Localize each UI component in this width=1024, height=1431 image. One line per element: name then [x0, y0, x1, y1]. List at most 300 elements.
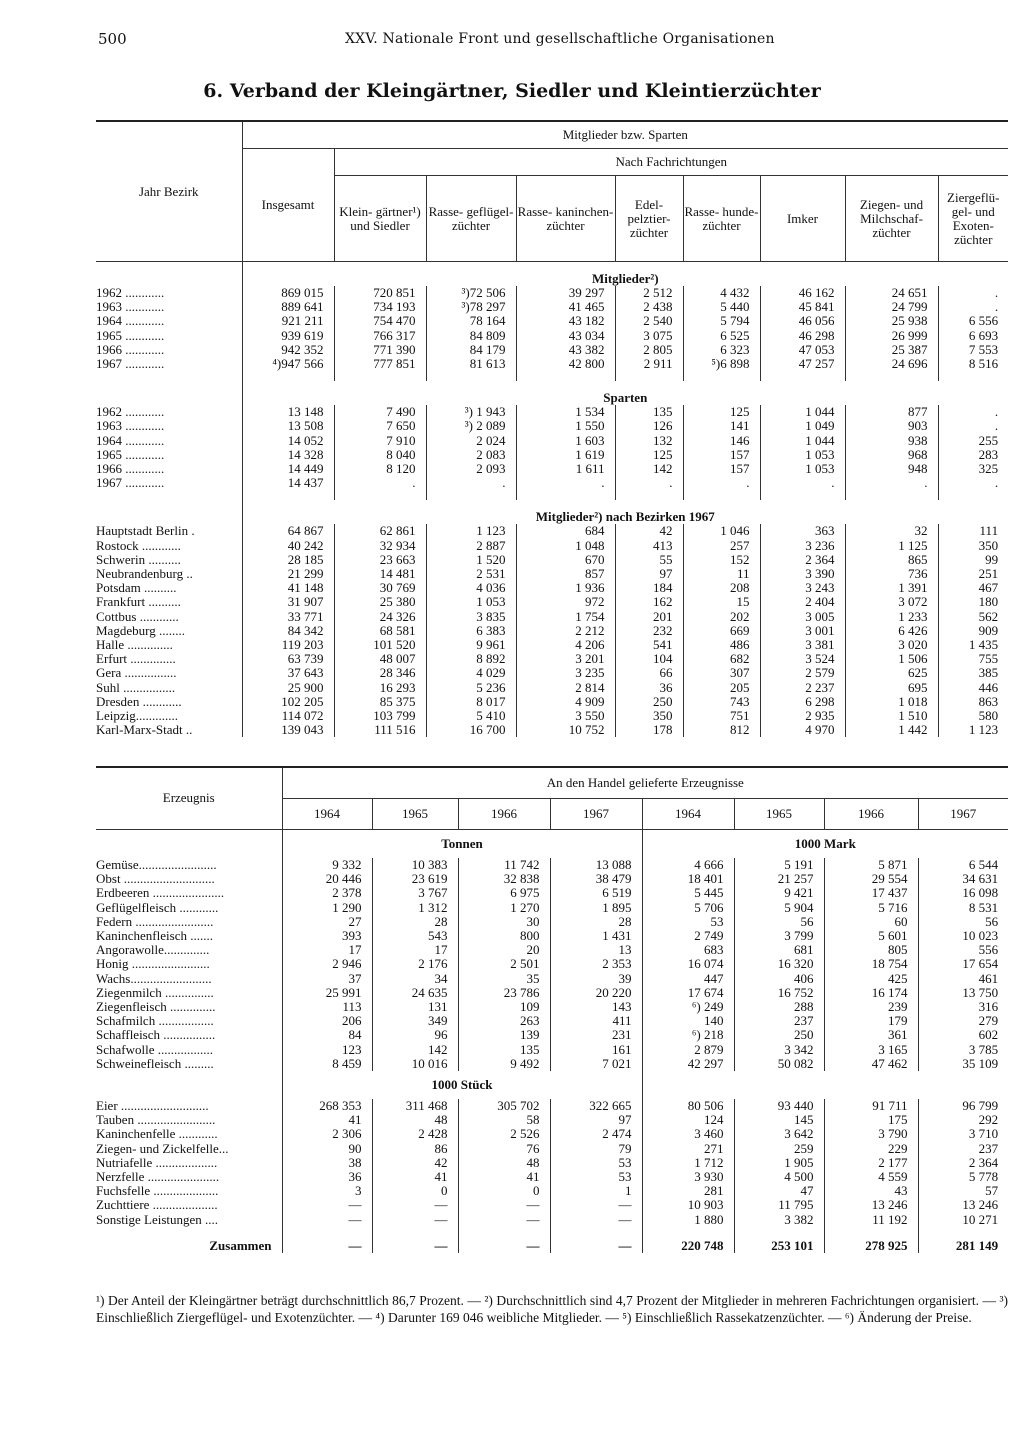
table-cell: 17	[372, 943, 458, 957]
table-cell: 17 654	[918, 957, 1008, 971]
table-row	[96, 286, 1008, 300]
table-row	[96, 929, 1008, 943]
table-cell: 202	[683, 610, 760, 624]
col-header: Rasse- geflügel- züchter	[426, 176, 516, 262]
row-label: Gemüse........................	[96, 857, 217, 872]
table-cell: 142	[372, 1043, 458, 1057]
table-cell: 57	[918, 1184, 1008, 1198]
table-cell: 20 446	[282, 872, 372, 886]
col-header: Rasse- hunde- züchter	[683, 176, 760, 262]
table-row	[96, 1028, 1008, 1042]
table-cell: 103 799	[334, 709, 426, 723]
table-cell: 28 185	[242, 553, 334, 567]
table-cell: 135	[615, 405, 683, 419]
table-cell: 14 437	[242, 476, 334, 490]
spacer-cell	[760, 490, 845, 500]
table-cell: 15	[683, 595, 760, 609]
table-cell: 3 390	[760, 567, 845, 581]
unit-label-right: 1000 Mark	[642, 830, 1008, 859]
table-cell: 25 900	[242, 681, 334, 695]
table-cell: 27	[282, 915, 372, 929]
table-cell: 447	[642, 972, 734, 986]
table-cell: 3 835	[426, 610, 516, 624]
row-label: 1963 ............	[96, 299, 165, 315]
table-cell: 11 742	[458, 858, 550, 872]
total-cell: —	[372, 1227, 458, 1253]
table-cell: —	[372, 1198, 458, 1212]
table-cell: 2 887	[426, 539, 516, 553]
section-title: Mitglieder²) nach Bezirken 1967	[242, 500, 1008, 524]
table-cell: 237	[734, 1014, 824, 1028]
table-cell: 9 421	[734, 886, 824, 900]
table-cell: 86	[372, 1142, 458, 1156]
table-cell: 63 739	[242, 652, 334, 666]
year-header: 1964	[642, 799, 734, 830]
table-cell: ³)78 297	[426, 300, 516, 314]
year-header: 1965	[372, 799, 458, 830]
table-cell: 3 799	[734, 929, 824, 943]
spacer-cell	[683, 490, 760, 500]
row-label: Kaninchenfleisch .......	[96, 928, 213, 944]
group-header: Mitglieder bzw. Sparten	[242, 121, 1008, 149]
table-cell: 47	[734, 1184, 824, 1198]
table-cell: —	[550, 1198, 642, 1212]
table-cell: 7 910	[334, 434, 426, 448]
table-cell: 232	[615, 624, 683, 638]
table-cell: 279	[918, 1014, 1008, 1028]
table-cell: 1 049	[760, 419, 845, 433]
table-cell: 8 459	[282, 1057, 372, 1071]
table-cell: 3 075	[615, 329, 683, 343]
table-row	[96, 1014, 1008, 1028]
table-cell: 109	[458, 1000, 550, 1014]
table-cell: 1 603	[516, 434, 615, 448]
table-row	[96, 666, 1008, 680]
table-cell: 2 946	[282, 957, 372, 971]
table-cell: 20 220	[550, 986, 642, 1000]
table-row	[96, 915, 1008, 929]
table-row	[96, 434, 1008, 448]
table-cell: 2 749	[642, 929, 734, 943]
table-cell: 3 767	[372, 886, 458, 900]
col-header: Imker	[760, 176, 845, 262]
table-cell: 10 023	[918, 929, 1008, 943]
row-label: Schwerin ..........	[96, 551, 181, 567]
table-cell: 2 024	[426, 434, 516, 448]
table-cell: ⁶) 249	[642, 1000, 734, 1014]
row-label: 1967 ............	[96, 475, 165, 491]
total-cell: 278 925	[824, 1227, 918, 1253]
table-cell: 307	[683, 666, 760, 680]
table-cell: 259	[734, 1142, 824, 1156]
table-cell: 1 046	[683, 524, 760, 538]
section-stub	[96, 381, 242, 405]
table-cell: 903	[845, 419, 938, 433]
table-cell: 1 510	[845, 709, 938, 723]
table-cell: 1 754	[516, 610, 615, 624]
table-cell: 25 380	[334, 595, 426, 609]
table-cell: 40 242	[242, 539, 334, 553]
table-cell: 2 805	[615, 343, 683, 357]
table-cell: 39 297	[516, 286, 615, 300]
table-cell: 3 382	[734, 1213, 824, 1227]
table-row	[96, 610, 1008, 624]
table-cell: 76	[458, 1142, 550, 1156]
table-cell: 62 861	[334, 524, 426, 538]
table-cell: 237	[918, 1142, 1008, 1156]
table-cell: 39	[550, 972, 642, 986]
table-cell: 2 364	[918, 1156, 1008, 1170]
spacer-cell	[242, 490, 334, 500]
table-cell: 3 001	[760, 624, 845, 638]
table-cell: 1 712	[642, 1156, 734, 1170]
spacer-cell	[242, 371, 334, 381]
row-label: Honig ........................	[96, 956, 210, 972]
table-cell: 541	[615, 638, 683, 652]
spacer-cell	[516, 490, 615, 500]
table-cell: 84	[282, 1028, 372, 1042]
table-cell: 0	[372, 1184, 458, 1198]
table-row	[96, 314, 1008, 328]
table-cell: 126	[615, 419, 683, 433]
table-cell: ⁶) 218	[642, 1028, 734, 1042]
table-cell: 46 298	[760, 329, 845, 343]
table-cell: 85 375	[334, 695, 426, 709]
table-cell: 921 211	[242, 314, 334, 328]
table-cell: 13 246	[918, 1198, 1008, 1212]
table-cell: 119 203	[242, 638, 334, 652]
table-cell: 869 015	[242, 286, 334, 300]
table-cell: 17	[282, 943, 372, 957]
table-cell: 90	[282, 1142, 372, 1156]
table-cell: 24 799	[845, 300, 938, 314]
table-cell: 5 794	[683, 314, 760, 328]
table-cell: 32 934	[334, 539, 426, 553]
table-row	[96, 1000, 1008, 1014]
table-cell: .	[938, 300, 1008, 314]
page-number: 500	[98, 30, 127, 48]
row-label: 1964 ............	[96, 432, 165, 448]
table-cell: 411	[550, 1014, 642, 1028]
table-cell: 178	[615, 723, 683, 737]
table-cell: 78 164	[426, 314, 516, 328]
table-cell: 2 378	[282, 886, 372, 900]
spacer-cell	[96, 490, 242, 500]
row-label: Schafmilch .................	[96, 1013, 214, 1029]
table-cell: 5 410	[426, 709, 516, 723]
table-cell: 36	[282, 1170, 372, 1184]
table-cell: 13 750	[918, 986, 1008, 1000]
table-cell: 1 125	[845, 539, 938, 553]
table-cell: 97	[550, 1113, 642, 1127]
table-cell: 322 665	[550, 1099, 642, 1113]
table-cell: 4 666	[642, 858, 734, 872]
table-cell: 311 468	[372, 1099, 458, 1113]
table-cell: 562	[938, 610, 1008, 624]
table-cell: 6 323	[683, 343, 760, 357]
row-label: 1963 ............	[96, 418, 165, 434]
table-cell: ³) 2 089	[426, 419, 516, 433]
table-cell: 283	[938, 448, 1008, 462]
spacer-cell	[845, 371, 938, 381]
table-cell: 363	[760, 524, 845, 538]
table-row	[96, 357, 1008, 371]
table-cell: 2 474	[550, 1127, 642, 1141]
table-cell: 179	[824, 1014, 918, 1028]
table-cell: 669	[683, 624, 760, 638]
table-cell: 316	[918, 1000, 1008, 1014]
row-label: 1966 ............	[96, 341, 165, 357]
table-cell: 16 098	[918, 886, 1008, 900]
spacer-cell	[516, 371, 615, 381]
table-cell: 7 553	[938, 343, 1008, 357]
row-label: Wachs.........................	[96, 970, 212, 986]
table-cell: 5 445	[642, 886, 734, 900]
table-cell: 736	[845, 567, 938, 581]
group-header: An den Handel gelieferte Erzeugnisse	[282, 767, 1008, 799]
table-row	[96, 943, 1008, 957]
table-cell: 1 550	[516, 419, 615, 433]
table-cell: 7 490	[334, 405, 426, 419]
row-label: Halle ..............	[96, 637, 173, 653]
table-cell: 250	[734, 1028, 824, 1042]
col-header: Rasse- kaninchen- züchter	[516, 176, 615, 262]
unit-label-right	[642, 1071, 1008, 1099]
table-row	[96, 329, 1008, 343]
table-cell: 96	[372, 1028, 458, 1042]
table-cell: .	[683, 476, 760, 490]
col-header: Ziergeflü- gel- und Exoten- züchter	[938, 176, 1008, 262]
table-cell: 5 904	[734, 901, 824, 915]
table-cell: 14 481	[334, 567, 426, 581]
table-cell: 2 935	[760, 709, 845, 723]
table-cell: ³)72 506	[426, 286, 516, 300]
table-row	[96, 986, 1008, 1000]
table-cell: 805	[824, 943, 918, 957]
sub-group-header: Nach Fachrichtungen	[334, 149, 1008, 176]
spacer-row	[96, 490, 1008, 500]
table-cell: 81 613	[426, 357, 516, 371]
table-cell: 13 088	[550, 858, 642, 872]
footnotes: ¹) Der Anteil der Kleingärtner beträgt durchschnittlich 86,7 Prozent. — ²) Durchschnittlich sind 4,7 Prozent der Mitglieder in mehreren Fachrichtungen organisiert. — ³) Einschließlich Ziergeflügel- und Exotenzüchter. — ⁴) Darunter 169 046 weibliche Mitglieder. — ⁵) Einschließlich Rassekatzenzüchter. — ⁶) Änderung der Preise.	[96, 1293, 1008, 1325]
table-cell: 938	[845, 434, 938, 448]
table-cell: .	[615, 476, 683, 490]
table-cell: 2 083	[426, 448, 516, 462]
table-cell: 32	[845, 524, 938, 538]
table-cell: 1 053	[760, 448, 845, 462]
row-label: Geflügelfleisch ............	[96, 899, 219, 915]
table-cell: 17 674	[642, 986, 734, 1000]
table-row	[96, 448, 1008, 462]
table-cell: ⁵)6 898	[683, 357, 760, 371]
table-cell: 2 526	[458, 1127, 550, 1141]
table-cell: 42 297	[642, 1057, 734, 1071]
table-cell: 939 619	[242, 329, 334, 343]
table-cell: 2 177	[824, 1156, 918, 1170]
table-cell: 1 123	[938, 723, 1008, 737]
table-cell: 101 520	[334, 638, 426, 652]
table-cell: 175	[824, 1113, 918, 1127]
table-cell: 4 029	[426, 666, 516, 680]
table-cell: 1 905	[734, 1156, 824, 1170]
table-row	[96, 638, 1008, 652]
table-cell: 4 036	[426, 581, 516, 595]
table-cell: 251	[938, 567, 1008, 581]
table-cell: —	[282, 1198, 372, 1212]
section-title-row	[96, 500, 1008, 524]
table-cell: 6 383	[426, 624, 516, 638]
table-cell: 45 841	[760, 300, 845, 314]
table-cell: 47 462	[824, 1057, 918, 1071]
table-cell: 84 809	[426, 329, 516, 343]
table-cell: 486	[683, 638, 760, 652]
table-cell: 139 043	[242, 723, 334, 737]
row-label: Sonstige Leistungen ....	[96, 1211, 219, 1227]
table-row	[96, 709, 1008, 723]
unit-stub	[96, 830, 282, 859]
table-cell: 271	[642, 1142, 734, 1156]
table-row	[96, 462, 1008, 476]
table-cell: 2 353	[550, 957, 642, 971]
table-cell: 1 880	[642, 1213, 734, 1227]
table-cell: —	[372, 1213, 458, 1227]
members-table	[96, 120, 1008, 737]
table-cell: 180	[938, 595, 1008, 609]
table-cell: 1 435	[938, 638, 1008, 652]
table-cell: 18 401	[642, 872, 734, 886]
table-cell: 3 342	[734, 1043, 824, 1057]
row-label: Frankfurt ..........	[96, 594, 181, 610]
table-cell: 66	[615, 666, 683, 680]
table-cell: 132	[615, 434, 683, 448]
table-cell: 8 516	[938, 357, 1008, 371]
table-row	[96, 901, 1008, 915]
table-cell: 10 383	[372, 858, 458, 872]
table-cell: 30	[458, 915, 550, 929]
table-cell: 32 838	[458, 872, 550, 886]
table-row	[96, 695, 1008, 709]
table-cell: 865	[845, 553, 938, 567]
table-cell: .	[845, 476, 938, 490]
table-cell: 1 895	[550, 901, 642, 915]
year-header: 1966	[458, 799, 550, 830]
table-cell: 28	[372, 915, 458, 929]
table-cell: 556	[918, 943, 1008, 957]
spacer-cell	[334, 371, 426, 381]
table-cell: 771 390	[334, 343, 426, 357]
row-label: Tauben ........................	[96, 1112, 216, 1128]
table-row	[96, 858, 1008, 872]
table-cell: 231	[550, 1028, 642, 1042]
row-label: Nutriafelle ...................	[96, 1154, 218, 1170]
table-cell: 41	[458, 1170, 550, 1184]
table-cell: —	[550, 1213, 642, 1227]
table-row	[96, 1198, 1008, 1212]
table-cell: 2 540	[615, 314, 683, 328]
table-cell: 10 271	[918, 1213, 1008, 1227]
table-cell: —	[458, 1198, 550, 1212]
row-label: Nerzfelle ......................	[96, 1169, 220, 1185]
table-cell: 393	[282, 929, 372, 943]
row-label: Potsdam ..........	[96, 580, 177, 596]
table-cell: 140	[642, 1014, 734, 1028]
table-cell: —	[458, 1213, 550, 1227]
table-cell: 157	[683, 448, 760, 462]
table-cell: .	[938, 476, 1008, 490]
table-row	[96, 972, 1008, 986]
table-cell: 6 544	[918, 858, 1008, 872]
table-cell: 2 814	[516, 681, 615, 695]
table-row	[96, 553, 1008, 567]
spacer-row	[96, 371, 1008, 381]
row-label: Erdbeeren ......................	[96, 885, 225, 901]
section-stub	[96, 500, 242, 524]
table-cell: 3 201	[516, 652, 615, 666]
row-label: Rostock ............	[96, 537, 181, 553]
spacer-cell	[683, 371, 760, 381]
table-cell: 263	[458, 1014, 550, 1028]
table-cell: 3 642	[734, 1127, 824, 1141]
table-cell: 161	[550, 1043, 642, 1057]
table-row	[96, 1099, 1008, 1113]
table-cell: 47 257	[760, 357, 845, 371]
year-header: 1964	[282, 799, 372, 830]
unit-row	[96, 1071, 1008, 1099]
table-cell: 3	[282, 1184, 372, 1198]
table-cell: 38 479	[550, 872, 642, 886]
row-label: 1965 ............	[96, 327, 165, 343]
table-cell: 3 790	[824, 1127, 918, 1141]
table-cell: 2 501	[458, 957, 550, 971]
table-cell: 145	[734, 1113, 824, 1127]
section-header: XXV. Nationale Front und gesellschaftliche Organisationen	[345, 31, 775, 47]
table-cell: 2 428	[372, 1127, 458, 1141]
total-cell: —	[282, 1227, 372, 1253]
table-cell: 9 961	[426, 638, 516, 652]
table-cell: 1 391	[845, 581, 938, 595]
table-cell: 111	[938, 524, 1008, 538]
table-row	[96, 1213, 1008, 1227]
table-cell: 42	[615, 524, 683, 538]
table-cell: 111 516	[334, 723, 426, 737]
table-cell: 25 387	[845, 343, 938, 357]
table-cell: 206	[282, 1014, 372, 1028]
table-cell: 58	[458, 1113, 550, 1127]
table-cell: ³) 1 943	[426, 405, 516, 419]
table-cell: 5 191	[734, 858, 824, 872]
table-cell: 13 246	[824, 1198, 918, 1212]
year-header: 1966	[824, 799, 918, 830]
row-label: 1964 ............	[96, 313, 165, 329]
table-row	[96, 595, 1008, 609]
table-cell: 48 007	[334, 652, 426, 666]
table-cell: 812	[683, 723, 760, 737]
table-cell: 755	[938, 652, 1008, 666]
table-cell: 43	[824, 1184, 918, 1198]
table-cell: 2 364	[760, 553, 845, 567]
table-cell: 7 021	[550, 1057, 642, 1071]
table-cell: 6 426	[845, 624, 938, 638]
table-cell: 972	[516, 595, 615, 609]
table-cell: 43 034	[516, 329, 615, 343]
col-header: Insgesamt	[242, 149, 334, 262]
table-cell: 79	[550, 1142, 642, 1156]
spacer-cell	[938, 371, 1008, 381]
col-header: Edel- pelztier- züchter	[615, 176, 683, 262]
table-row	[96, 300, 1008, 314]
table-cell: 1 290	[282, 901, 372, 915]
table-cell: 239	[824, 1000, 918, 1014]
